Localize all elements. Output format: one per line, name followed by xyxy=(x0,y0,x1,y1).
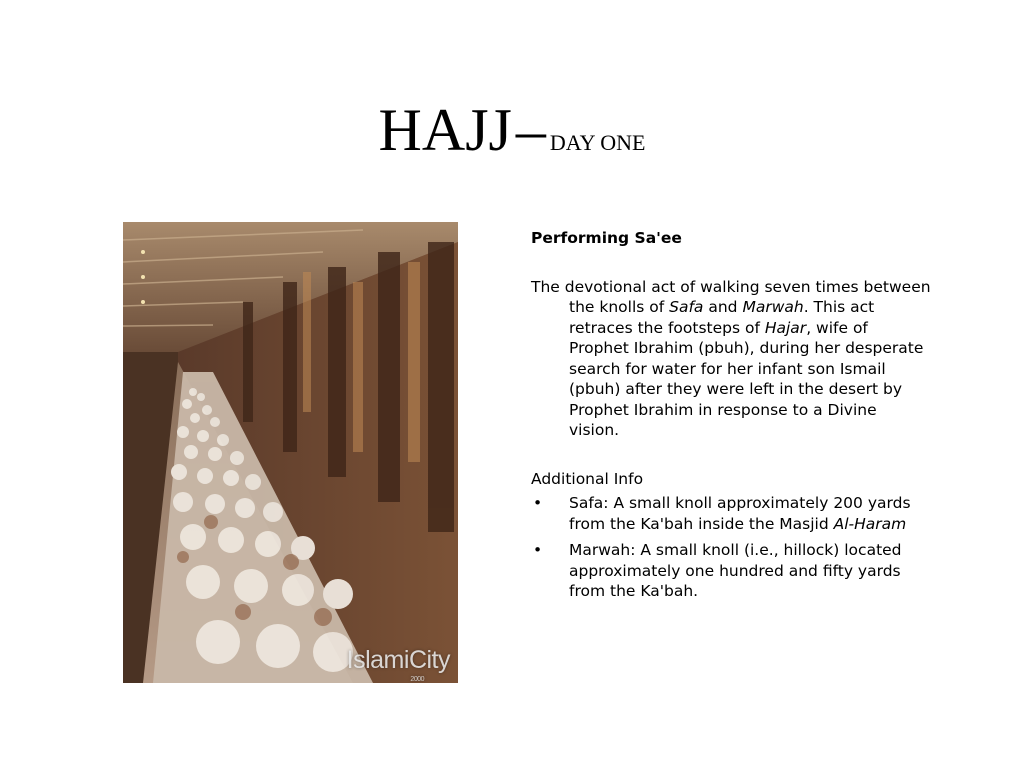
watermark-text: IslamiCity xyxy=(346,646,450,674)
section-heading: Performing Sa'ee xyxy=(531,229,682,247)
photo-illustration xyxy=(123,222,458,683)
para-text-4: , wife of Prophet Ibrahim (pbuh), during her desperate search for water for her infant son Ismail (pbuh) after they were left in the desert by Prophet Ibrahim in response to a Divine vision. xyxy=(569,318,924,439)
title-main: HAJJ xyxy=(378,97,512,163)
additional-info-label: Additional Info xyxy=(531,469,644,488)
bullet-marwah xyxy=(531,540,931,602)
content-panel xyxy=(531,228,931,608)
term-safa: Safa xyxy=(669,298,704,316)
bullet-safa-text: Safa: A small knoll approximately 200 yards from the Ka'bah inside the Masjid xyxy=(569,494,911,533)
watermark-year: 2000 xyxy=(410,676,424,683)
term-marwah: Marwah xyxy=(742,298,804,316)
title-subtitle: DAY ONE xyxy=(549,130,646,155)
title-dash: – xyxy=(515,97,546,163)
islamicity-watermark xyxy=(346,646,450,683)
bullet-safa xyxy=(531,493,931,534)
term-hajar: Hajar xyxy=(764,318,807,337)
sa-ee-photo xyxy=(123,222,458,683)
para-text-1: The devotional act of walking seven times between the knolls of xyxy=(531,277,931,316)
description-paragraph xyxy=(531,277,931,441)
bullet-dot: • xyxy=(533,494,543,512)
term-al-haram: Al-Haram xyxy=(833,514,907,533)
para-text-2: and xyxy=(703,298,743,316)
bullet-dot: • xyxy=(533,541,543,559)
slide-title xyxy=(0,97,1024,163)
bullet-marwah-text: Marwah: A small knoll (i.e., hillock) located approximately one hundred and fifty yards from the Ka'bah. xyxy=(569,541,902,600)
para-text-3: . This act retraces the footsteps of xyxy=(569,298,875,337)
